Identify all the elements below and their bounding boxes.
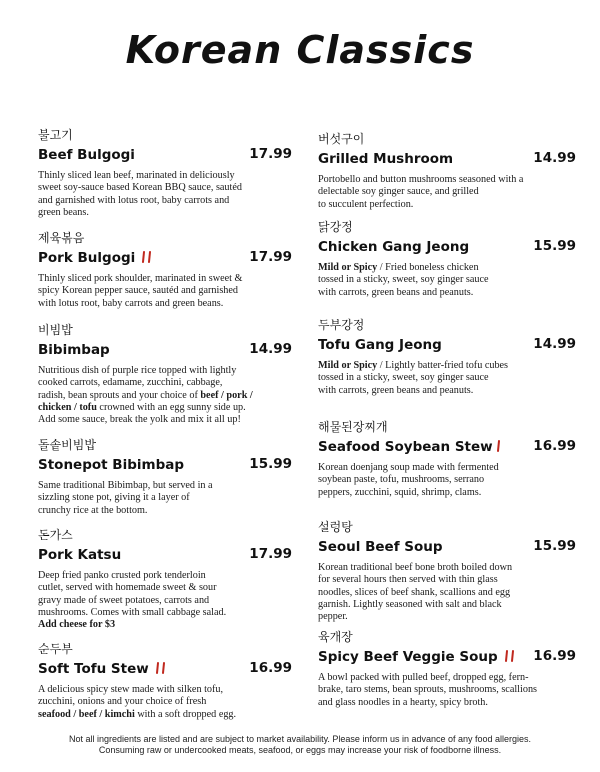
menu-item-beef-bulgogi: [38, 128, 292, 219]
item-name: Pork Katsu: [38, 547, 122, 563]
korean-name: 두부강정: [318, 318, 365, 332]
menu-item-soft-tofu-stew: [38, 642, 292, 721]
korean-name: 불고기: [38, 128, 73, 142]
chili-pepper-icon: [504, 649, 516, 668]
korean-name: 해물된장찌개: [318, 420, 388, 434]
korean-name: 비빔밥: [38, 323, 73, 337]
item-description: A delicious spicy stew made with silken tofu, zucchini, onions and your choice of fresh seafood / beef / kimchi with a soft dropped egg.: [38, 684, 237, 720]
item-description: Deep fried panko crusted pork tenderloin cutlet, served with homemade sweet & sour gravy made of sweet potatoes, carrots and mushrooms. Comes with small cabbage salad.: [38, 570, 227, 618]
item-description: Thinly sliced lean beef, marinated in deliciously sweet soy-sauce based Korean BBQ sauce, sautéd and garnished with lotus root, baby carrots and green beans.: [38, 170, 242, 218]
item-price: 16.99: [533, 648, 576, 664]
item-name: Beef Bulgogi: [38, 147, 135, 163]
item-name: Bibimbap: [38, 342, 110, 358]
item-description: A bowl packed with pulled beef, dropped egg, fern- brake, taro stems, bean sprouts, mushrooms, scallions and glass noodles in a hearty, spicy broth.: [318, 672, 537, 708]
footer-disclaimer: Not all ingredients are listed and are subject to market availability. Please inform us in advance of any food allergies. Consuming raw or undercooked meats, seafood, or eggs may increase your risk of foodborne illness.: [68, 734, 532, 755]
menu-item-grilled-mushroom: [318, 132, 576, 211]
item-price: 17.99: [249, 249, 292, 265]
item-price: 14.99: [249, 341, 292, 357]
item-name: Stonepot Bibimbap: [38, 457, 185, 473]
item-description: Same traditional Bibimbap, but served in a sizzling stone pot, giving it a layer of crunchy rice at the bottom.: [38, 480, 213, 516]
item-description: Thinly sliced pork shoulder, marinated in sweet & spicy Korean pepper sauce, sautéd and garnished with lotus root, baby carrots and green beans.: [38, 273, 243, 309]
korean-name: 육개장: [318, 630, 353, 644]
item-price: 15.99: [249, 456, 292, 472]
korean-name: 버섯구이: [318, 132, 365, 146]
item-name: Soft Tofu Stew: [38, 661, 149, 677]
chili-pepper-icon: [155, 661, 167, 680]
item-description: Korean doenjang soup made with fermented soybean paste, tofu, mushrooms, serrano peppers, zucchini, squid, shrimp, clams.: [318, 462, 499, 498]
menu-item-stonepot-bibimbap: [38, 438, 292, 517]
item-description: Mild or Spicy / Lightly batter-fried tofu cubes tossed in a sticky, sweet, soy ginger sauce with carrots, green beans and peanuts.: [318, 360, 509, 396]
menu-item-spicy-beef-veggie-soup: [318, 630, 576, 709]
korean-name: 닭강정: [318, 220, 353, 234]
item-price: 15.99: [533, 538, 576, 554]
korean-name: 제육볶음: [38, 231, 85, 245]
menu-item-seafood-soybean-stew: [318, 420, 576, 499]
menu-item-tofu-gang-jeong: [318, 318, 576, 397]
item-name: Seafood Soybean Stew: [318, 439, 493, 455]
menu-item-bibimbap: [38, 323, 292, 426]
menu-item-pork-katsu: [38, 528, 292, 631]
item-description: Korean traditional beef bone broth boiled down for several hours then served with thin glass noodles, slices of beef shank, scallions and egg garnish. Lightly seasoned with salt and black pepper.: [318, 562, 513, 623]
item-price: 14.99: [533, 150, 576, 166]
korean-name: 설렁탕: [318, 520, 353, 534]
chili-pepper-icon: [495, 439, 502, 458]
item-name: Grilled Mushroom: [318, 151, 454, 167]
item-name: Spicy Beef Veggie Soup: [318, 649, 498, 665]
item-price: 15.99: [533, 238, 576, 254]
page-title: Korean Classics: [125, 28, 475, 72]
item-description: Portobello and button mushrooms seasoned with a delectable soy ginger sauce, and grilled to succulent perfection.: [318, 174, 524, 210]
menu-item-chicken-gang-jeong: [318, 220, 576, 299]
korean-name: 돈가스: [38, 528, 73, 542]
item-name: Seoul Beef Soup: [318, 539, 443, 555]
chili-pepper-icon: [141, 250, 153, 269]
item-price: 17.99: [249, 546, 292, 562]
item-description: Nutritious dish of purple rice topped with lightly cooked carrots, edamame, zucchini, cabbage, radish, bean sprouts and your choice of beef / pork / chicken / tofu crowned with an egg sunny side up. Add some sauce, break the yolk and mix it all up!: [38, 365, 253, 426]
item-description: Mild or Spicy / Fried boneless chicken tossed in a sticky, sweet, soy ginger sauce with carrots, green beans and peanuts.: [318, 262, 489, 298]
item-name: Tofu Gang Jeong: [318, 337, 442, 353]
korean-name: 돌솥비빔밥: [38, 438, 96, 452]
menu-item-seoul-beef-soup: [318, 520, 576, 623]
item-addon: Add cheese for $3: [38, 619, 116, 631]
item-name: Chicken Gang Jeong: [318, 239, 470, 255]
menu-item-pork-bulgogi: [38, 231, 292, 310]
item-price: 16.99: [249, 660, 292, 676]
item-price: 16.99: [533, 438, 576, 454]
item-name: Pork Bulgogi: [38, 250, 136, 266]
item-price: 14.99: [533, 336, 576, 352]
item-price: 17.99: [249, 146, 292, 162]
korean-name: 순두부: [38, 642, 73, 656]
